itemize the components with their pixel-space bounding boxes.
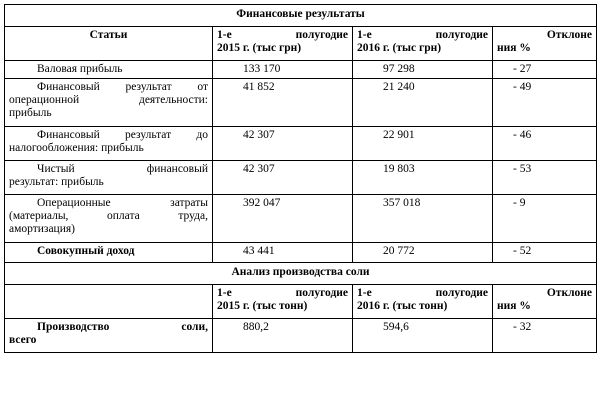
header-col-2015: 1-е полугодие 2015 г. (тыс грн) [213,27,353,61]
fin-header-row [5,27,597,61]
fin-section-title: Финансовые результаты [5,5,597,27]
table-row [5,161,597,195]
row-label: Валовая прибыль [5,61,213,79]
document-page [4,4,596,353]
fin-section-row [5,5,597,27]
salt-value-2016: 594,6 [353,319,493,353]
row-value-2015: 133 170 [213,61,353,79]
row-value-2016: 19 803 [353,161,493,195]
header-col-2016: 1-е полугодие 2016 г. (тыс грн) [353,27,493,61]
row-value-2016: 22 901 [353,127,493,161]
row-label: Финансовый результат до налогообложения: прибыль [5,127,213,161]
salt-value-2015: 880,2 [213,319,353,353]
salt-header-empty [5,285,213,319]
row-deviation: - 46 [493,127,597,161]
salt-production-row [5,319,597,353]
salt-deviation: - 32 [493,319,597,353]
row-label: Совокупный доход [5,243,213,263]
salt-section-row [5,263,597,285]
row-value-2016: 357 018 [353,195,493,243]
row-value-2015: 392 047 [213,195,353,243]
row-value-2015: 42 307 [213,161,353,195]
row-label: Операционные затраты (материалы, оплата труда, амортизация) [5,195,213,243]
row-label: Чистый финансовый результат: прибыль [5,161,213,195]
header-col-articles: Статьи [5,27,213,61]
table-row [5,195,597,243]
salt-header-col-2015: 1-е полугодие 2015 г. (тыс тонн) [213,285,353,319]
salt-header-col-deviation: Отклоне ния % [493,285,597,319]
row-value-2015: 42 307 [213,127,353,161]
row-deviation: - 49 [493,79,597,127]
row-value-2016: 97 298 [353,61,493,79]
row-value-2015: 43 441 [213,243,353,263]
table-row [5,61,597,79]
row-deviation: - 52 [493,243,597,263]
table-row [5,127,597,161]
row-value-2016: 20 772 [353,243,493,263]
header-col-deviation: Отклоне ния % [493,27,597,61]
salt-header-row [5,285,597,319]
table-row [5,243,597,263]
row-value-2016: 21 240 [353,79,493,127]
salt-row-label: Производство соли, всего [5,319,213,353]
row-deviation: - 53 [493,161,597,195]
row-label: Финансовый результат от операционной деятельности: прибыль [5,79,213,127]
row-deviation: - 9 [493,195,597,243]
row-deviation: - 27 [493,61,597,79]
row-value-2015: 41 852 [213,79,353,127]
salt-section-title: Анализ производства соли [5,263,597,285]
financial-table [4,4,597,353]
salt-header-col-2016: 1-е полугодие 2016 г. (тыс тонн) [353,285,493,319]
table-row [5,79,597,127]
